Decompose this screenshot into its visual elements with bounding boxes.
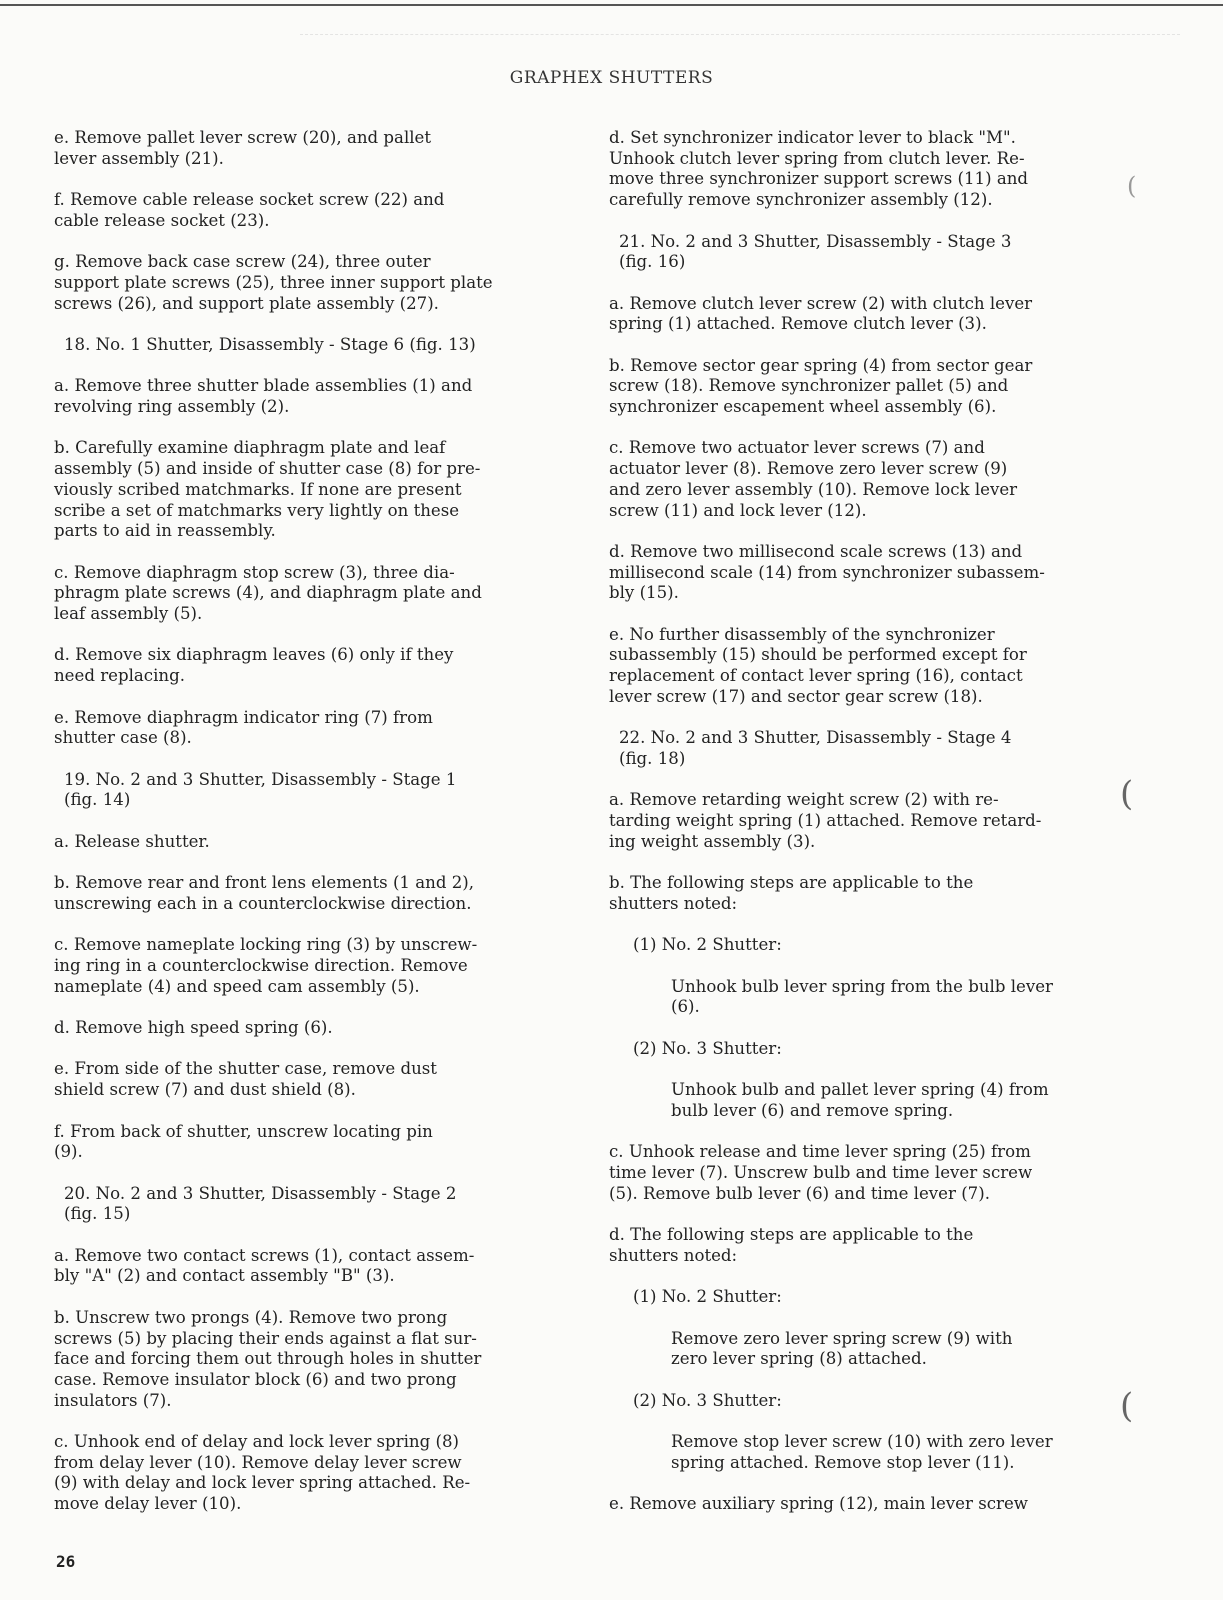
sub-heading: (1) No. 2 Shutter: [633,935,782,955]
paragraph: b. Unscrew two prongs (4). Remove two prong screws (5) by placing their ends against a flat sur- face and forcing them out through holes in shutter case. Remove insulator block (6) and two prong insulators (7). [54,1307,482,1410]
sub-heading: (1) No. 2 Shutter: [633,1287,782,1307]
top-border-line [0,4,1223,6]
section-heading: 22. No. 2 and 3 Shutter, Disassembly - Stage 4 (fig. 18) [619,728,1012,768]
paragraph: c. Remove nameplate locking ring (3) by unscrew- ing ring in a counterclockwise direction. Remove nameplate (4) and speed cam assembly (5). [54,935,478,996]
sub-heading: (2) No. 3 Shutter: [633,1038,782,1058]
paragraph: Remove stop lever screw (10) with zero lever spring attached. Remove stop lever (11). [671,1432,1053,1472]
paragraph: g. Remove back case screw (24), three outer support plate screws (25), three inner support plate screws (26), and support plate assembly (27). [54,252,493,313]
paragraph: a. Remove retarding weight screw (2) with re- tarding weight spring (1) attached. Remove retard- ing weight assembly (3). [609,790,1042,851]
paragraph: e. From side of the shutter case, remove dust shield screw (7) and dust shield (8). [54,1059,437,1100]
right-column [609,128,1104,1535]
paragraph: b. Carefully examine diaphragm plate and leaf assembly (5) and inside of shutter case (8) for pre- viously scribed matchmarks. If none are present scribe a set of matchmarks very lightly on these parts to aid in reassembly. [54,438,481,541]
scan-artifact-line [300,34,1180,35]
paragraph: c. Remove two actuator lever screws (7) and actuator lever (8). Remove zero lever screw (9) and zero lever assembly (10). Remove lock lever screw (11) and lock lever (12). [609,438,1018,520]
margin-bracket-mark: ( [1120,774,1134,814]
paragraph: a. Remove two contact screws (1), contact assem- bly "A" (2) and contact assembly "B" (3). [54,1245,475,1286]
paragraph: Unhook bulb lever spring from the bulb lever (6). [671,976,1053,1017]
paragraph: e. Remove auxiliary spring (12), main lever screw [609,1494,1028,1514]
paragraph: Unhook bulb and pallet lever spring (4) from bulb lever (6) and remove spring. [671,1080,1049,1120]
sub-heading: (2) No. 3 Shutter: [633,1390,782,1410]
section-heading: 21. No. 2 and 3 Shutter, Disassembly - Stage 3 (fig. 16) [619,231,1012,272]
section-heading: 19. No. 2 and 3 Shutter, Disassembly - Stage 1 (fig. 14) [64,769,457,810]
section-heading: 18. No. 1 Shutter, Disassembly - Stage 6 (fig. 13) [64,334,476,354]
section-heading: 20. No. 2 and 3 Shutter, Disassembly - Stage 2 (fig. 15) [64,1183,457,1224]
paragraph: d. Remove six diaphragm leaves (6) only if they need replacing. [54,645,454,686]
paragraph: b. The following steps are applicable to the shutters noted: [609,873,974,913]
paragraph: c. Remove diaphragm stop screw (3), three dia- phragm plate screws (4), and diaphragm plate and leaf assembly (5). [54,562,482,624]
margin-bracket-mark: ( [1120,1386,1134,1426]
page-header: GRAPHEX SHUTTERS [509,68,714,88]
paragraph: b. Remove rear and front lens elements (1 and 2), unscrewing each in a counterclockwise direction. [54,873,475,913]
paragraph: e. Remove diaphragm indicator ring (7) from shutter case (8). [54,707,433,748]
margin-bracket-mark: ( [1127,172,1137,200]
paragraph: f. Remove cable release socket screw (22) and cable release socket (23). [54,190,445,230]
page-number: 26 [56,1552,76,1571]
paragraph: d. Set synchronizer indicator lever to black "M". Unhook clutch lever spring from clutch lever. Re- move three synchronizer support screws (11) and carefully remove synchronizer assembly (12). [609,128,1029,210]
paragraph: a. Release shutter. [54,831,210,851]
paragraph: e. No further disassembly of the synchronizer subassembly (15) should be performed except for replacement of contact lever spring (16), contact lever screw (17) and sector gear screw (18). [609,624,1027,706]
paragraph: d. Remove high speed spring (6). [54,1018,333,1038]
paragraph: d. The following steps are applicable to the shutters noted: [609,1225,974,1265]
paragraph: d. Remove two millisecond scale screws (13) and millisecond scale (14) from synchronizer subassem- bly (15). [609,541,1045,603]
paragraph: Remove zero lever spring screw (9) with zero lever spring (8) attached. [671,1328,1013,1369]
paragraph: f. From back of shutter, unscrew locating pin (9). [54,1121,433,1162]
paragraph: a. Remove three shutter blade assemblies (1) and revolving ring assembly (2). [54,376,473,417]
paragraph: c. Unhook end of delay and lock lever spring (8) from delay lever (10). Remove delay lever screw (9) with delay and lock lever spring attached. Re- move delay lever (10). [54,1432,471,1514]
left-column [54,128,539,1536]
paragraph: e. Remove pallet lever screw (20), and pallet lever assembly (21). [54,128,432,168]
paragraph: b. Remove sector gear spring (4) from sector gear screw (18). Remove synchronizer pallet (5) and synchronizer escapement wheel assembly (6). [609,355,1033,417]
paragraph: c. Unhook release and time lever spring (25) from time lever (7). Unscrew bulb and time lever screw (5). Remove bulb lever (6) and time lever (7). [609,1142,1033,1203]
paragraph: a. Remove clutch lever screw (2) with clutch lever spring (1) attached. Remove clutch lever (3). [609,293,1033,334]
